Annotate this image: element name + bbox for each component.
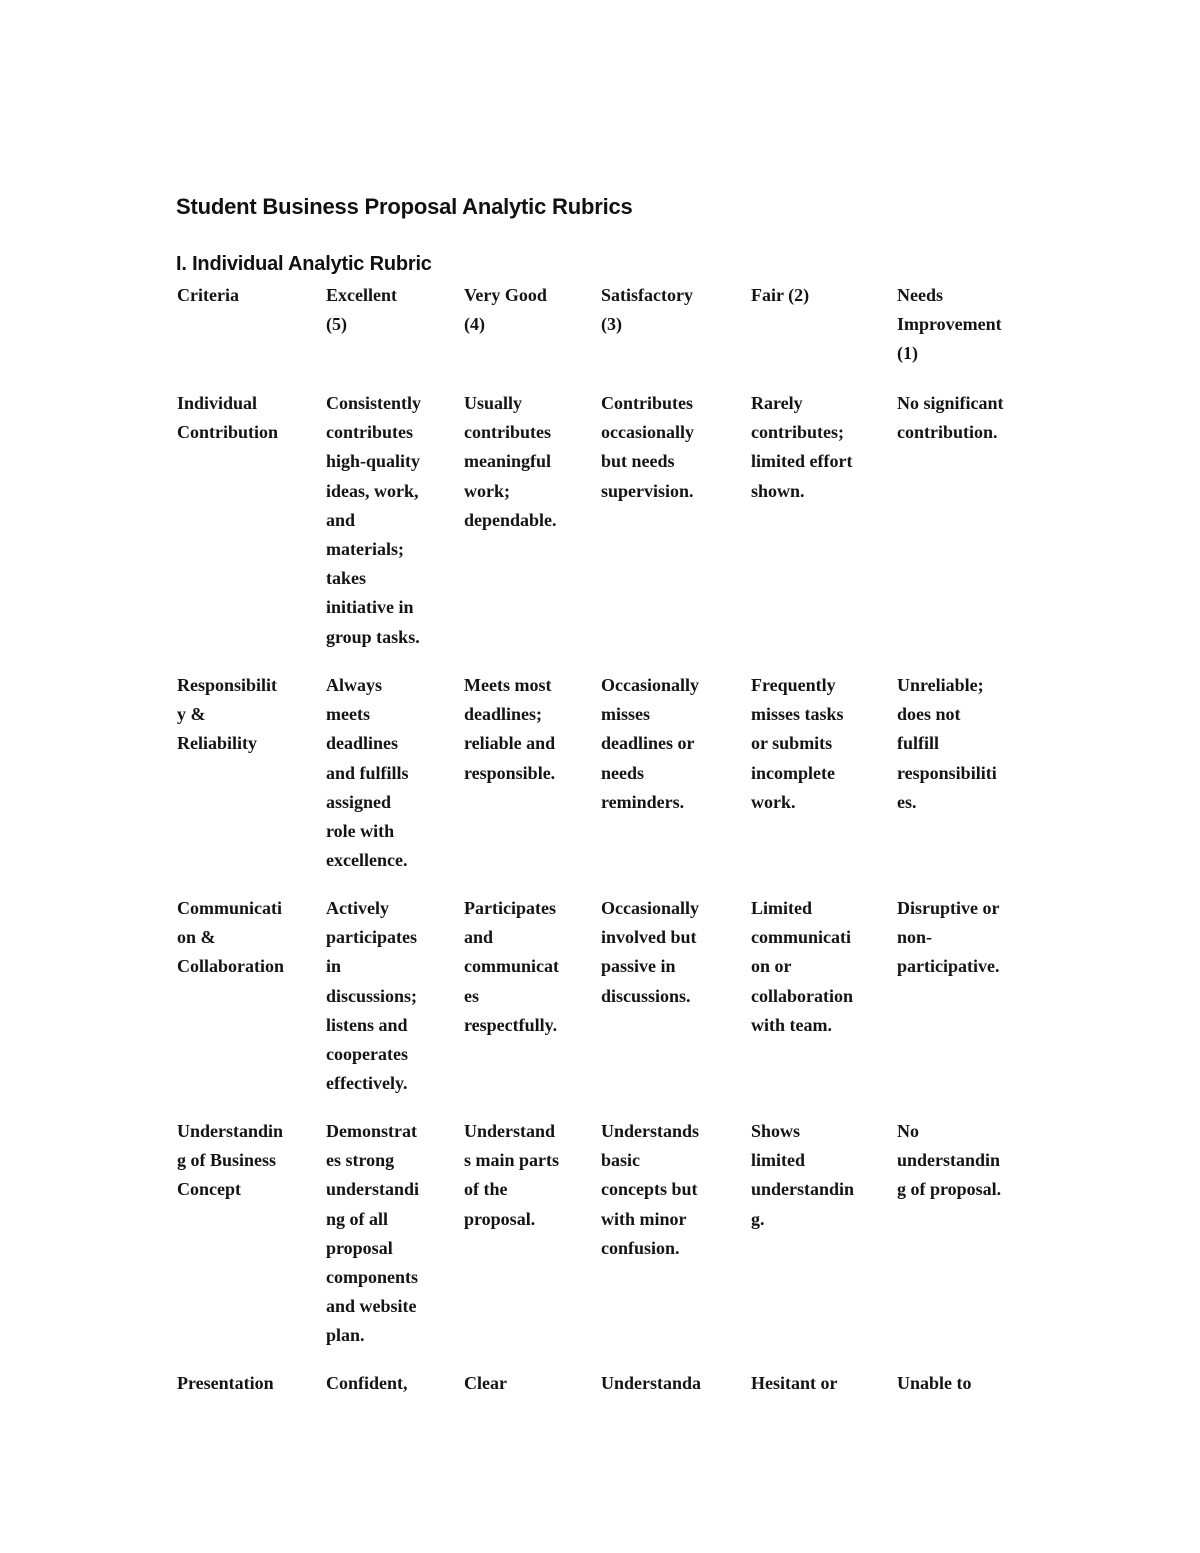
row-criterion: Understandin g of Business Concept (177, 1121, 284, 1200)
row-fair-cell: Hesitant or (751, 1373, 838, 1393)
section-heading: I. Individual Analytic Rubric (176, 253, 432, 275)
row-satisfactory-cell: Occasionally misses deadlines or needs reminders. (601, 675, 699, 812)
row-criterion: Individual Contribution (177, 393, 279, 443)
row-needs-improvement-cell: Unable to (897, 1373, 972, 1393)
row-very-good-cell: Understand s main parts of the proposal. (464, 1121, 560, 1229)
row-very-good-cell: Usually contributes meaningful work; dependable. (464, 393, 557, 530)
row-satisfactory-cell: Understands basic concepts but with minor confusion. (601, 1121, 700, 1258)
row-satisfactory-cell: Occasionally involved but passive in discussions. (601, 898, 699, 1006)
row-fair-cell: Limited communicati on or collaboration with team. (751, 898, 853, 1035)
row-fair-cell: Rarely contributes; limited effort shown. (751, 393, 853, 501)
row-fair-cell: Shows limited understandin g. (751, 1121, 855, 1229)
row-criterion: Communicati on & Collaboration (177, 898, 285, 977)
row-satisfactory-cell: Contributes occasionally but needs supervision. (601, 393, 694, 501)
row-very-good-cell: Meets most deadlines; reliable and responsible. (464, 675, 556, 783)
row-very-good-cell: Clear (464, 1373, 507, 1393)
row-criterion: Responsibilit y & Reliability (177, 675, 278, 754)
header-criteria: Criteria (177, 285, 239, 305)
header-very-good: Very Good (4) (464, 285, 547, 335)
row-excellent-cell: Always meets deadlines and fulfills assigned role with excellence. (326, 675, 409, 871)
row-needs-improvement-cell: Unreliable; does not fulfill responsibiliti es. (897, 675, 997, 812)
row-excellent-cell: Confident, (326, 1373, 408, 1393)
row-criterion: Presentation (177, 1373, 274, 1393)
row-satisfactory-cell: Understanda (601, 1373, 702, 1393)
row-excellent-cell: Actively participates in discussions; listens and cooperates effectively. (326, 898, 418, 1094)
header-needs-improvement: Needs Improvement (1) (897, 285, 1002, 364)
row-excellent-cell: Consistently contributes high-quality ideas, work, and materials; takes initiative in group tasks. (326, 393, 422, 647)
row-very-good-cell: Participates and communicat es respectfully. (464, 898, 559, 1035)
header-excellent: Excellent (5) (326, 285, 397, 335)
row-needs-improvement-cell: No significant contribution. (897, 393, 1004, 443)
row-needs-improvement-cell: No understandin g of proposal. (897, 1121, 1002, 1200)
row-fair-cell: Frequently misses tasks or submits incomplete work. (751, 675, 844, 812)
header-satisfactory: Satisfactory (3) (601, 285, 693, 335)
header-fair: Fair (2) (751, 285, 810, 305)
row-needs-improvement-cell: Disruptive or non- participative. (897, 898, 1000, 977)
row-excellent-cell: Demonstrat es strong understandi ng of all proposal components and website plan. (326, 1121, 420, 1346)
document-title: Student Business Proposal Analytic Rubrics (176, 194, 633, 219)
